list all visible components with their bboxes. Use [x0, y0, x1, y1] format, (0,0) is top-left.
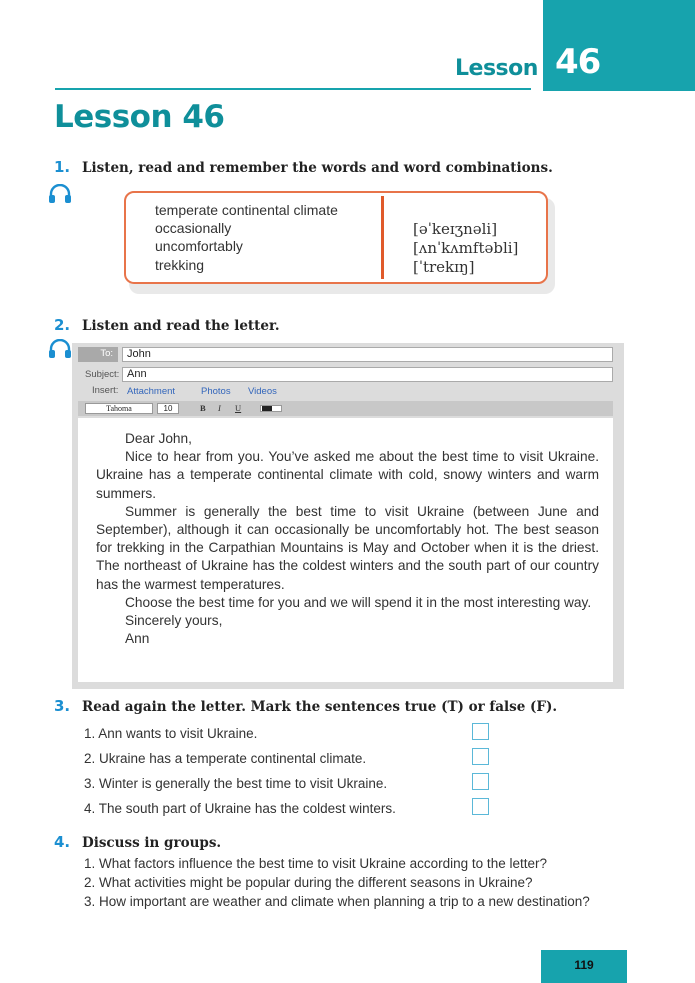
text-color-picker[interactable] — [260, 405, 282, 412]
letter-paragraph: Nice to hear from you. You’ve asked me about the best time to visit Ukraine. Ukraine has a temperate continental climate with cold, snowy winters and warm summers. — [96, 449, 599, 501]
vocab-word: uncomfortably — [155, 238, 243, 255]
letter-closing: Sincerely yours, — [125, 613, 223, 629]
exercise-4-number: 4. — [54, 833, 71, 851]
font-select[interactable]: Tahoma — [85, 403, 153, 414]
exercise-1-number: 1. — [54, 158, 71, 176]
discussion-question: 1. What factors influence the best time to visit Ukraine according to the letter? — [84, 856, 547, 871]
vocab-transcriptions — [413, 220, 518, 277]
exercise-1-instruction: Listen, read and remember the words and word combinations. — [82, 160, 553, 176]
tf-statement: 2. Ukraine has a temperate continental climate. — [84, 751, 367, 766]
exercise-4-instruction: Discuss in groups. — [82, 835, 222, 851]
email-to-label: To: — [78, 347, 118, 362]
tf-statement: 4. The south part of Ukraine has the coldest winters. — [84, 801, 396, 816]
headphones-icon[interactable] — [48, 184, 72, 204]
tf-answer-box[interactable] — [472, 773, 489, 790]
underline-button[interactable]: U — [235, 403, 242, 413]
tf-answer-box[interactable] — [472, 798, 489, 815]
tf-answer-box[interactable] — [472, 723, 489, 740]
vocab-word: temperate continental climate — [155, 202, 338, 218]
vocab-word: trekking — [155, 256, 205, 273]
insert-attachment-link[interactable]: Attachment — [127, 386, 176, 397]
letter-paragraph: Summer is generally the best time to visit Ukraine (between June and September), although it can occasionally be uncomfortably hot. The best season for trekking in the Carpathian Mountains is May and October when it is the driest. The northeast of Ukraine has the coldest winters and the south part of our country has the warmest temperatures. — [96, 503, 599, 592]
vocab-words — [155, 201, 338, 274]
letter-paragraph: Choose the best time for you and we will spend it in the most interesting way. — [125, 594, 592, 610]
insert-videos-link[interactable]: Videos — [248, 386, 277, 397]
header-lesson-label: Lesson — [455, 56, 538, 81]
exercise-2-instruction: Listen and read the letter. — [82, 318, 280, 334]
bold-button[interactable]: B — [200, 403, 206, 413]
email-subject-field[interactable]: Ann — [122, 367, 613, 382]
page-title: Lesson 46 — [54, 99, 225, 135]
header-rule — [55, 88, 531, 90]
insert-photos-link[interactable]: Photos — [201, 386, 231, 397]
letter-signature: Ann — [125, 631, 150, 647]
vocab-transcription: [ʌnˈkʌmftəbli] — [413, 239, 519, 257]
vocab-transcription: [ˈtrekɪŋ] — [413, 258, 475, 276]
letter-text — [96, 430, 599, 648]
tf-statement: 1. Ann wants to visit Ukraine. — [84, 726, 258, 741]
email-to-field[interactable]: John — [122, 347, 613, 362]
exercise-2-number: 2. — [54, 316, 71, 334]
header-lesson-number: 46 — [555, 42, 601, 82]
tf-statement: 3. Winter is generally the best time to visit Ukraine. — [84, 776, 388, 791]
letter-greeting: Dear John, — [125, 431, 192, 446]
page-number: 119 — [541, 950, 627, 983]
tf-answer-box[interactable] — [472, 748, 489, 765]
vocab-word: occasionally — [155, 220, 232, 237]
headphones-icon[interactable] — [48, 339, 72, 359]
email-insert-label: Insert: — [92, 385, 119, 396]
email-subject-label: Subject: — [85, 369, 120, 380]
discussion-question: 2. What activities might be popular during the different seasons in Ukraine? — [84, 875, 533, 890]
italic-button[interactable]: I — [218, 403, 221, 413]
exercise-3-number: 3. — [54, 697, 71, 715]
discussion-question: 3. How important are weather and climate when planning a trip to a new destination? — [84, 894, 590, 909]
font-size-select[interactable]: 10 — [157, 403, 179, 414]
vocab-transcription: [əˈkeɪʒnəli] — [413, 220, 498, 238]
exercise-3-instruction: Read again the letter. Mark the sentences true (T) or false (F). — [82, 699, 558, 715]
vocab-divider — [381, 196, 384, 279]
